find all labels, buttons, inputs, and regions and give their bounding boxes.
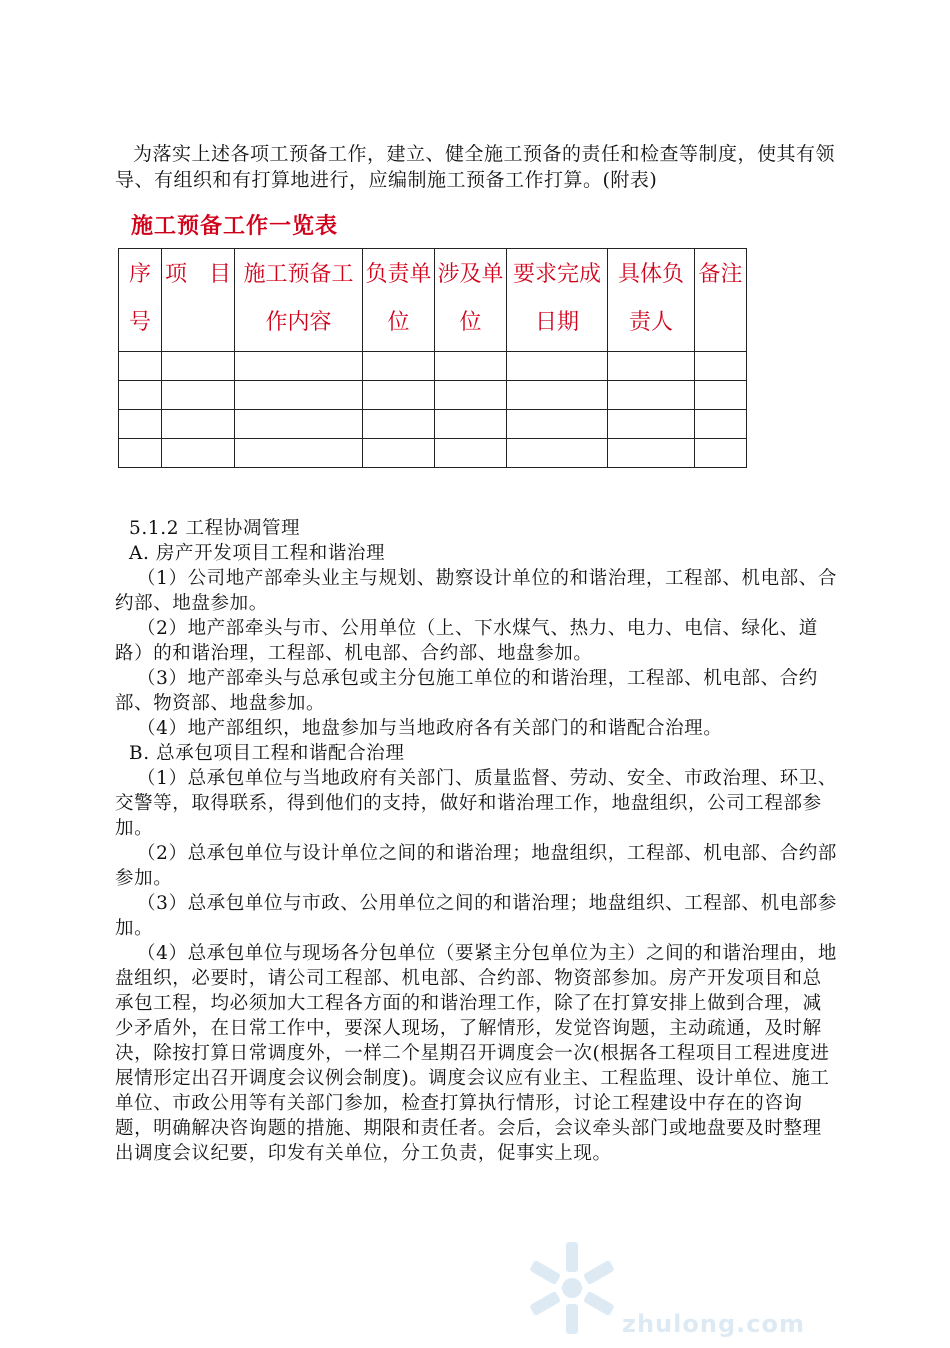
- header-cell: 要求完成日期: [507, 249, 608, 352]
- list-item: （2）地产部牵头与市、公用单位（上、下水煤气、热力、电力、电信、绿化、道路）的和谐治理，工程部、机电部、合约部、地盘参加。: [115, 618, 818, 664]
- watermark-text: zhulong.com: [622, 1310, 805, 1338]
- snowflake-logo-icon: [512, 1238, 622, 1344]
- list-item: （4）地产部组织，地盘参加与当地政府各有关部门的和谐配合治理。: [137, 718, 723, 739]
- list-item: （3）地产部牵头与总承包或主分包施工单位的和谐治理，工程部、机电部、合约部、物资部、地盘参加。: [115, 668, 818, 714]
- header-cell: 备注: [695, 249, 747, 352]
- table-cell: [162, 439, 235, 468]
- table-cell: [507, 352, 608, 381]
- table-cell: [363, 352, 435, 381]
- table-body: [119, 352, 747, 468]
- table-cell: [695, 410, 747, 439]
- section-heading: 5.1.2 工程协凋管理: [129, 518, 301, 539]
- table-cell: [235, 439, 363, 468]
- table-cell: [119, 439, 162, 468]
- header-cell: 序号: [119, 249, 162, 352]
- list-item: （2）总承包单位与设计单位之间的和谐治理；地盘组织，工程部、机电部、合约部参加。: [115, 843, 837, 889]
- table-cell: [435, 352, 507, 381]
- coordination-section: [115, 516, 837, 1166]
- table-cell: [695, 439, 747, 468]
- subsection-b-heading: B. 总承包项目工程和谐配合治理: [129, 743, 405, 764]
- table-cell: [507, 381, 608, 410]
- table-cell: [435, 410, 507, 439]
- table-header-row: [119, 249, 747, 352]
- watermark: [512, 1238, 805, 1344]
- table-cell: [363, 410, 435, 439]
- table-cell: [363, 439, 435, 468]
- table-cell: [507, 410, 608, 439]
- table-cell: [695, 381, 747, 410]
- table-cell: [162, 381, 235, 410]
- table-cell: [119, 352, 162, 381]
- table-row: [119, 439, 747, 468]
- table-cell: [363, 381, 435, 410]
- table-cell: [435, 439, 507, 468]
- table-row: [119, 352, 747, 381]
- list-item: （1）公司地产部牵头业主与规划、勘察设计单位的和谐治理，工程部、机电部、合约部、地盘参加。: [115, 568, 837, 614]
- list-item: （1）总承包单位与当地政府有关部门、质量监督、劳动、安全、市政治理、环卫、交警等，取得联系，得到他们的支持，做好和谐治理工作，地盘组织，公司工程部参加。: [115, 768, 837, 839]
- header-cell: 项 目: [162, 249, 235, 352]
- subsection-a-heading: A. 房产开发项目工程和谐治理: [129, 543, 386, 564]
- table-cell: [235, 410, 363, 439]
- table-cell: [608, 381, 695, 410]
- table-cell: [162, 352, 235, 381]
- table-cell: [608, 352, 695, 381]
- table-row: [119, 410, 747, 439]
- table-cell: [162, 410, 235, 439]
- list-item: （3）总承包单位与市政、公用单位之间的和谐治理；地盘组织、工程部、机电部参加。: [115, 893, 837, 939]
- header-cell: 负责单位: [363, 249, 435, 352]
- table-cell: [235, 381, 363, 410]
- table-title: 施工预备工作一览表: [131, 213, 339, 239]
- table-cell: [119, 410, 162, 439]
- table-cell: [435, 381, 507, 410]
- header-cell: 具体负责人: [608, 249, 695, 352]
- table-cell: [608, 439, 695, 468]
- prep-work-table: [118, 248, 747, 468]
- header-cell: 涉及单位: [435, 249, 507, 352]
- table-row: [119, 381, 747, 410]
- table-cell: [507, 439, 608, 468]
- table-cell: [608, 410, 695, 439]
- header-cell: 施工预备工作内容: [235, 249, 363, 352]
- list-item: （4）总承包单位与现场各分包单位（要紧主分包单位为主）之间的和谐治理由，地盘组织，必要时，请公司工程部、机电部、合约部、物资部参加。房产开发项目和总承包工程，均必须加大工程各方面的和谐治理工作，除了在打算安排上做到合理，减少矛盾外，在日常工作中，要深人现场，了解情形，发觉咨询题，主动疏通，及时解决，除按打算日常调度外，一样二个星期召开调度会一次(根据各工程项目工程进度进展情形定出召开调度会议例会制度)。调度会议应有业主、工程监理、设计单位、施工单位、市政公用等有关部门参加，检查打算执行情形，讨论工程建设中存在的咨询题，明确解决咨询题的措施、期限和责任者。会后，会议牵头部门或地盘要及时整理出调度会议纪要，印发有关单位，分工负责，促事实上现。: [115, 943, 837, 1164]
- table-cell: [235, 352, 363, 381]
- table-cell: [119, 381, 162, 410]
- table-cell: [695, 352, 747, 381]
- intro-paragraph: 为落实上述各项工预备工作，建立、健全施工预备的责任和检查等制度，使其有领导、有组织和有打算地进行，应编制施工预备工作打算。(附表): [115, 143, 836, 191]
